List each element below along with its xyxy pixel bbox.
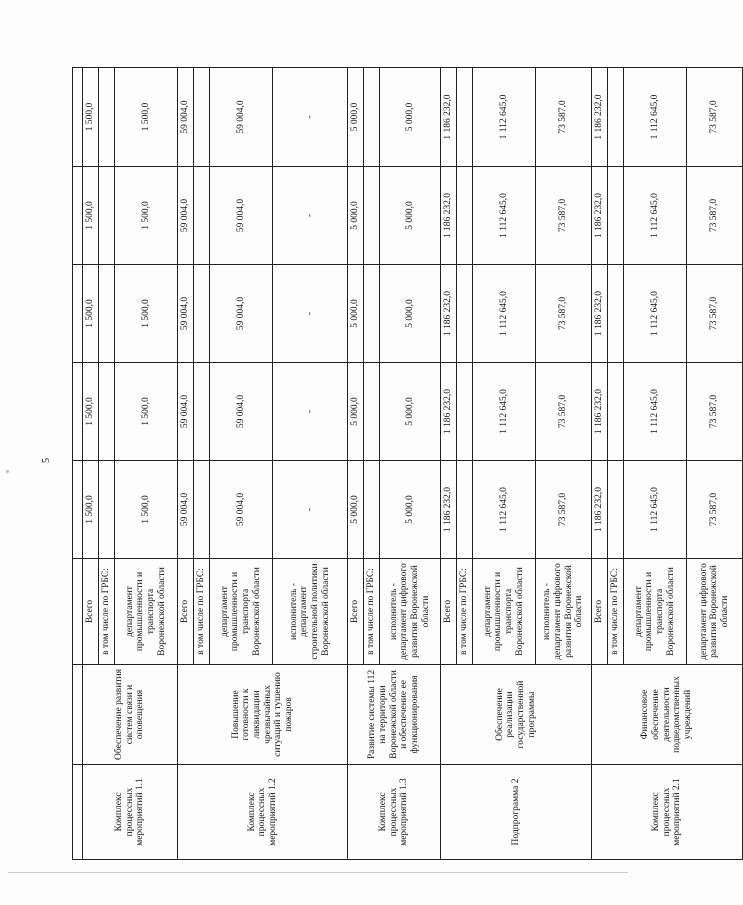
value-cell	[194, 68, 210, 167]
table-row	[441, 68, 457, 860]
value-cell	[608, 461, 624, 559]
value-cell: 1 112 645,0	[473, 363, 536, 461]
value-cell: 5 000,0	[380, 68, 441, 167]
value-cell: 5 000,0	[380, 461, 441, 559]
program-code-cell: Комплекс процессных мероприятий 1.2	[178, 765, 348, 860]
table-cell	[73, 167, 83, 265]
value-cell: -	[273, 167, 348, 265]
value-cell	[608, 265, 624, 363]
value-cell: 73 587,0	[687, 68, 743, 167]
grbs-cell: исполнитель - департамент строительной политики Воронежской области	[273, 559, 348, 665]
value-cell	[457, 167, 473, 265]
grbs-cell: в том числе по ГРБС:	[364, 559, 380, 665]
scan-edge-line	[8, 872, 628, 873]
value-cell: 1 186 232,0	[592, 265, 608, 363]
table-cell	[73, 265, 83, 363]
table-cell	[73, 68, 83, 167]
value-cell: 59 004,0	[178, 461, 194, 559]
value-cell: 1 500,0	[115, 167, 178, 265]
grbs-cell: департамент промышленности и транспорта Воронежской области	[210, 559, 273, 665]
value-cell	[194, 265, 210, 363]
value-cell: 73 587,0	[536, 363, 592, 461]
table-row	[83, 68, 99, 860]
program-name-cell: Обеспечение развития систем связи и оповещения	[83, 665, 178, 765]
budget-table	[72, 67, 743, 860]
grbs-cell: Всего	[441, 559, 457, 665]
value-cell: 1 500,0	[115, 363, 178, 461]
grbs-cell: Всего	[348, 559, 364, 665]
value-cell: 73 587,0	[687, 461, 743, 559]
grbs-cell: департамент промышленности и транспорта Воронежской области	[115, 559, 178, 665]
value-cell: 59 004,0	[210, 167, 273, 265]
value-cell	[364, 461, 380, 559]
value-cell: 1 112 645,0	[473, 461, 536, 559]
table-row	[73, 68, 83, 860]
grbs-cell: в том числе по ГРБС:	[99, 559, 115, 665]
value-cell: 1 112 645,0	[624, 363, 687, 461]
program-name-cell: Обеспечение реализации государственной программы	[441, 665, 592, 765]
value-cell: 5 000,0	[380, 265, 441, 363]
value-cell: 5 000,0	[348, 265, 364, 363]
value-cell: 5 000,0	[348, 68, 364, 167]
value-cell	[457, 363, 473, 461]
value-cell: -	[273, 68, 348, 167]
value-cell	[457, 461, 473, 559]
value-cell: 5 000,0	[348, 363, 364, 461]
value-cell: 1 112 645,0	[473, 167, 536, 265]
value-cell: 5 000,0	[380, 167, 441, 265]
value-cell: 1 112 645,0	[473, 68, 536, 167]
value-cell	[608, 363, 624, 461]
grbs-cell: в том числе по ГРБС:	[194, 559, 210, 665]
value-cell: 1 112 645,0	[624, 461, 687, 559]
program-name-cell: Повышение готовности к ликвидации чрезвычайных ситуаций и тушению пожаров	[178, 665, 348, 765]
value-cell: 1 186 232,0	[441, 68, 457, 167]
value-cell: 59 004,0	[210, 68, 273, 167]
program-code-cell: Комплекс процессных мероприятий 2.1	[592, 765, 743, 860]
value-cell	[99, 461, 115, 559]
value-cell	[608, 167, 624, 265]
value-cell	[364, 68, 380, 167]
value-cell	[194, 363, 210, 461]
value-cell: 59 004,0	[178, 363, 194, 461]
value-cell: 1 500,0	[83, 461, 99, 559]
grbs-cell: исполнитель - департамент цифрового развития Воронежской области	[380, 559, 441, 665]
value-cell: 1 500,0	[115, 265, 178, 363]
value-cell: 1 500,0	[115, 68, 178, 167]
grbs-cell: Всего	[592, 559, 608, 665]
value-cell: 1 500,0	[83, 68, 99, 167]
table-cell	[73, 765, 83, 860]
value-cell: 1 186 232,0	[592, 461, 608, 559]
value-cell: 73 587,0	[536, 68, 592, 167]
program-name-cell: Развитие системы 112 на территории Воронежской области и обеспечение ее функционирования	[348, 665, 441, 765]
value-cell: 1 500,0	[115, 461, 178, 559]
value-cell: 59 004,0	[178, 167, 194, 265]
value-cell: 59 004,0	[210, 461, 273, 559]
value-cell: 73 587,0	[536, 461, 592, 559]
grbs-cell: в том числе по ГРБС:	[608, 559, 624, 665]
value-cell: 1 186 232,0	[592, 167, 608, 265]
table-cell	[73, 559, 83, 665]
value-cell: 1 500,0	[83, 167, 99, 265]
program-code-cell: Комплекс процессных мероприятий 1.3	[348, 765, 441, 860]
value-cell: 59 004,0	[210, 265, 273, 363]
value-cell: 5 000,0	[348, 167, 364, 265]
rotated-table-container	[72, 68, 730, 860]
value-cell: 1 112 645,0	[624, 167, 687, 265]
value-cell	[364, 167, 380, 265]
scan-dot	[6, 470, 9, 473]
value-cell	[364, 265, 380, 363]
value-cell: 1 186 232,0	[441, 363, 457, 461]
value-cell	[99, 265, 115, 363]
value-cell: 1 186 232,0	[441, 461, 457, 559]
value-cell	[608, 68, 624, 167]
value-cell: 1 186 232,0	[441, 167, 457, 265]
value-cell: 59 004,0	[210, 363, 273, 461]
table-cell	[73, 461, 83, 559]
value-cell: 5 000,0	[348, 461, 364, 559]
program-name-cell: Финансовое обеспечение деятельности подведомственных учреждений	[592, 665, 743, 765]
grbs-cell: департамент промышленности и транспорта Воронежской области	[624, 559, 687, 665]
page-number: 5	[41, 458, 52, 463]
value-cell	[194, 167, 210, 265]
value-cell: 5 000,0	[380, 363, 441, 461]
value-cell: 73 587,0	[687, 265, 743, 363]
table-row	[178, 68, 194, 860]
value-cell	[99, 167, 115, 265]
value-cell: 1 112 645,0	[473, 265, 536, 363]
value-cell: 73 587,0	[536, 265, 592, 363]
value-cell: 73 587,0	[687, 167, 743, 265]
value-cell: 59 004,0	[178, 68, 194, 167]
table-cell	[73, 363, 83, 461]
value-cell: -	[273, 461, 348, 559]
value-cell: 1 500,0	[83, 265, 99, 363]
value-cell	[99, 363, 115, 461]
value-cell: 1 112 645,0	[624, 265, 687, 363]
value-cell: 59 004,0	[178, 265, 194, 363]
value-cell: 1 186 232,0	[592, 363, 608, 461]
table-cell	[73, 665, 83, 765]
value-cell: 1 112 645,0	[624, 68, 687, 167]
value-cell: -	[273, 265, 348, 363]
grbs-cell: в том числе по ГРБС:	[457, 559, 473, 665]
value-cell: 73 587,0	[536, 167, 592, 265]
program-code-cell: Подпрограмма 2	[441, 765, 592, 860]
value-cell	[457, 265, 473, 363]
value-cell: -	[273, 363, 348, 461]
grbs-cell: департамент промышленности и транспорта Воронежской области	[473, 559, 536, 665]
value-cell	[99, 68, 115, 167]
grbs-cell: Всего	[83, 559, 99, 665]
value-cell	[194, 461, 210, 559]
value-cell: 1 186 232,0	[441, 265, 457, 363]
value-cell	[457, 68, 473, 167]
table-row	[348, 68, 364, 860]
grbs-cell: исполнитель - департамент цифрового развития Воронежской области	[536, 559, 592, 665]
value-cell: 1 500,0	[83, 363, 99, 461]
value-cell: 73 587,0	[687, 363, 743, 461]
value-cell	[364, 363, 380, 461]
value-cell: 1 186 232,0	[592, 68, 608, 167]
program-code-cell: Комплекс процессных мероприятий 1.1	[83, 765, 178, 860]
table-row	[592, 68, 608, 860]
grbs-cell: департамент цифрового развития Воронежской области	[687, 559, 743, 665]
grbs-cell: Всего	[178, 559, 194, 665]
